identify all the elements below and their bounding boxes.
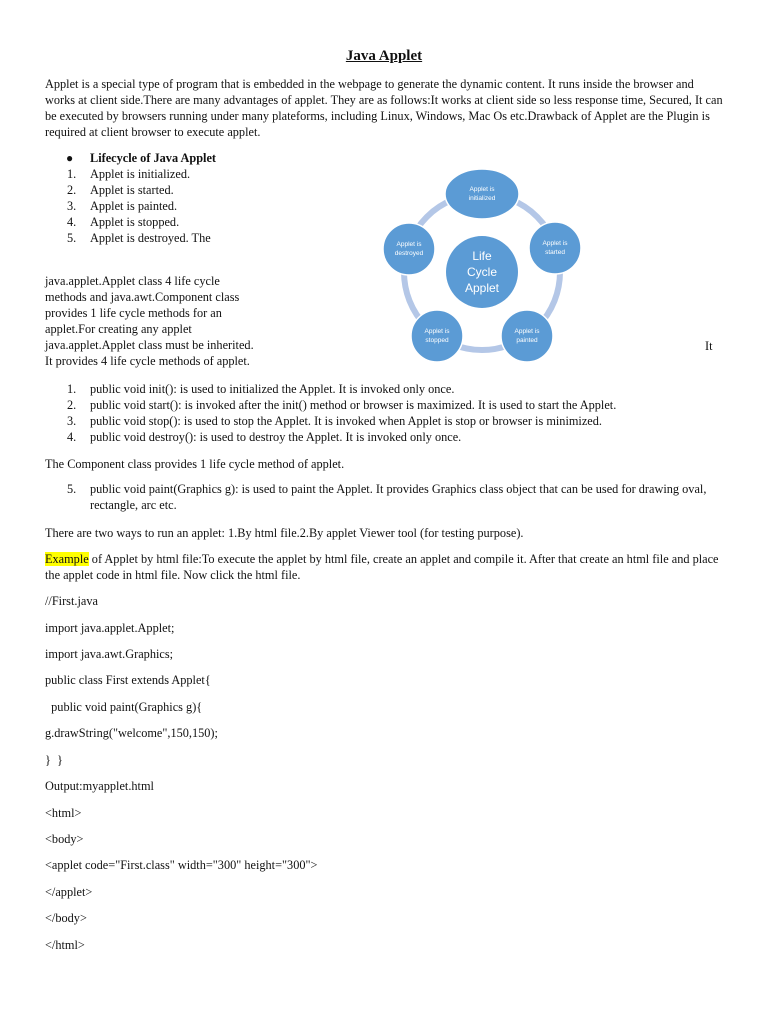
node-label-line: Applet is <box>469 186 495 193</box>
stray-word: It <box>705 339 713 353</box>
list-marker: 2. <box>67 183 77 197</box>
list-marker: 4. <box>67 215 77 229</box>
list-item-text: public void start(): is invoked after the init() method or browser is maximized. It is used to start the Applet. <box>90 398 617 412</box>
node-label-line: Applet is <box>424 328 450 335</box>
example-text: of Applet by html file:To execute the applet by html file, create an applet and compile it. After that create an html file and place the applet code in html file. Now click the html file. <box>45 552 719 582</box>
list-item-text: public void destroy(): is used to destroy the Applet. It is invoked only once. <box>90 430 462 444</box>
center-label-line: Cycle <box>466 265 498 279</box>
code-line: //First.java <box>45 594 98 608</box>
code-line: } } <box>45 753 63 767</box>
paint-method-list <box>45 481 735 513</box>
code-line: <body> <box>45 832 84 846</box>
center-label-line: Applet <box>464 281 500 295</box>
node-circle <box>383 223 435 275</box>
list-item <box>45 182 365 198</box>
node-label-line: destroyed <box>394 250 424 257</box>
ways-paragraph: There are two ways to run an applet: 1.By html file.2.By applet Viewer tool (for testing purpose). <box>45 526 524 540</box>
list-item <box>45 166 365 182</box>
node-started <box>529 222 581 274</box>
node-label-line: stopped <box>425 337 449 344</box>
code-line: <html> <box>45 806 82 820</box>
list-marker: 3. <box>67 414 77 428</box>
list-marker: 1. <box>67 382 77 396</box>
list-item <box>45 429 735 445</box>
methods-list <box>45 381 735 445</box>
lifecycle-heading-item <box>45 150 365 166</box>
list-item <box>45 198 365 214</box>
node-circle <box>411 310 463 362</box>
node-stopped <box>411 310 463 362</box>
list-marker: 2. <box>67 398 77 412</box>
node-label-line: Applet is <box>542 240 568 247</box>
component-paragraph: The Component class provides 1 life cycle method of applet. <box>45 457 345 471</box>
list-item <box>45 481 735 513</box>
code-line: </applet> <box>45 885 93 899</box>
page-title: Java Applet <box>345 48 423 64</box>
node-label-line: initialized <box>468 195 496 202</box>
list-item <box>45 230 365 246</box>
center-label-line: Life <box>472 249 492 263</box>
node-circle <box>529 222 581 274</box>
list-item <box>45 381 735 397</box>
list-marker: 4. <box>67 430 77 444</box>
list-marker: 3. <box>67 199 77 213</box>
list-item <box>45 397 735 413</box>
list-item-text: Applet is initialized. <box>90 167 191 181</box>
node-painted <box>501 310 553 362</box>
list-item-text: Applet is painted. <box>90 199 178 213</box>
side-paragraph: java.applet.Applet class 4 life cycle methods and java.awt.Component class provides 1 life cycle methods for an applet.For creating any applet java.applet.Applet class must be inherited. It provides 4 life cycle methods of applet. <box>45 274 254 368</box>
code-line: Output:myapplet.html <box>45 779 154 793</box>
code-line: </html> <box>45 938 85 952</box>
list-item-text: Applet is destroyed. The <box>90 231 211 245</box>
list-item-text: Applet is stopped. <box>90 215 180 229</box>
list-item <box>45 214 365 230</box>
code-line: public class First extends Applet{ <box>45 673 211 687</box>
list-item <box>45 413 735 429</box>
node-circle <box>501 310 553 362</box>
example-paragraph <box>45 551 725 583</box>
node-label-line: Applet is <box>514 328 540 335</box>
intro-paragraph: Applet is a special type of program that is embedded in the webpage to generate the dynamic content. It runs inside the browser and works at client side.There are many advantages of applet. They are as follows:It works at client side so less response time, Secured, It can be executed by browsers running under many plateforms, including Linux, Windows, Mac Os etc.Drawback of Applet are the Plugin is required at client browser to execute applet. <box>45 77 723 139</box>
list-marker: 5. <box>67 231 77 245</box>
code-line: </body> <box>45 911 87 925</box>
node-label-line: Applet is <box>396 241 422 248</box>
code-line: g.drawString("welcome",150,150); <box>45 726 218 740</box>
lifecycle-heading: Lifecycle of Java Applet <box>90 151 217 165</box>
code-line: import java.awt.Graphics; <box>45 647 174 661</box>
node-destroyed <box>383 223 435 275</box>
node-initialized <box>445 169 519 219</box>
node-label-line: started <box>545 249 565 256</box>
list-item-text: public void stop(): is used to stop the Applet. It is invoked when Applet is stop or browser is minimized. <box>90 414 602 428</box>
list-marker: 5. <box>67 482 77 496</box>
bullet-marker: ● <box>66 151 74 165</box>
list-item-text: public void init(): is used to initialized the Applet. It is invoked only once. <box>90 382 455 396</box>
highlighted-word: Example <box>45 552 89 566</box>
lifecycle-diagram <box>380 165 590 365</box>
list-item-text: public void paint(Graphics g): is used to paint the Applet. It provides Graphics class object that can be used for drawing oval, rectangle, arc etc. <box>90 482 707 512</box>
code-line: public void paint(Graphics g){ <box>45 700 203 714</box>
node-circle <box>445 169 519 219</box>
node-label-line: painted <box>516 337 538 344</box>
code-line: <applet code="First.class" width="300" height="300"> <box>45 858 318 872</box>
lifecycle-list <box>45 150 365 246</box>
code-line: import java.applet.Applet; <box>45 621 175 635</box>
list-item-text: Applet is started. <box>90 183 174 197</box>
cycle-center <box>446 236 518 308</box>
list-marker: 1. <box>67 167 77 181</box>
